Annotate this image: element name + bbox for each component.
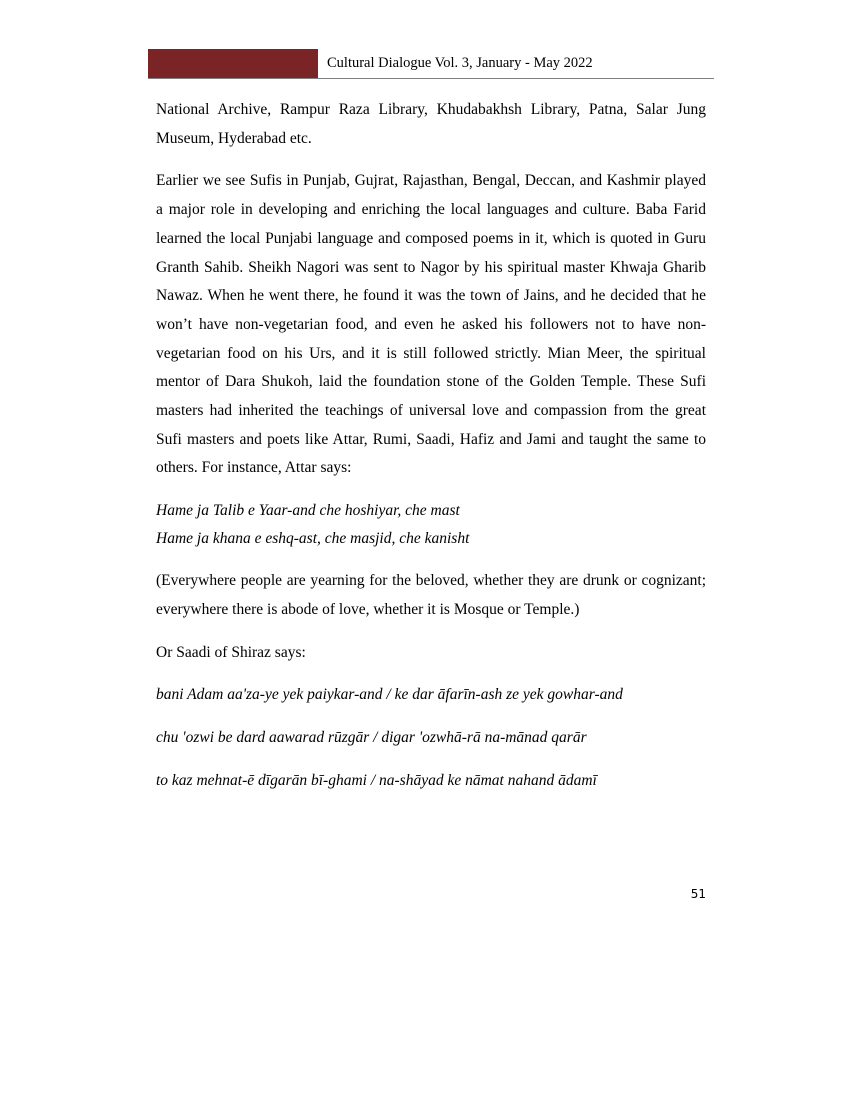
page-body — [156, 96, 706, 795]
paragraph-archives: National Archive, Rampur Raza Library, Khudabakhsh Library, Patna, Salar Jung Museum, Hyderabad etc. — [156, 101, 706, 147]
verse-line: Hame ja Talib e Yaar-and che hoshiyar, che mast — [156, 502, 460, 520]
journal-header: Cultural Dialogue Vol. 3, January - May 2022 — [327, 55, 593, 71]
page-number: 51 — [690, 887, 706, 901]
verse-line: bani Adam aa'za-ye yek paiykar-and / ke dar āfarīn-ash ze yek gowhar-and — [156, 686, 623, 704]
verse-line: Hame ja khana e eshq-ast, che masjid, che kanisht — [156, 530, 470, 548]
verse-line: to kaz mehnat-ē dīgarān bī-ghami / na-shāyad ke nāmat nahand ādamī — [156, 771, 597, 789]
header-accent-bar — [148, 49, 318, 79]
verse-line: chu 'ozwi be dard aawarad rūzgār / digar 'ozwhā-rā na-mānad qarār — [156, 728, 587, 746]
header-divider — [148, 78, 714, 79]
paragraph-sufis: Earlier we see Sufis in Punjab, Gujrat, Rajasthan, Bengal, Deccan, and Kashmir played a major role in developing and enriching the local languages and culture. Baba Farid learned the local Punjabi language and composed poems in it, which is quoted in Guru Granth Sahib. Sheikh Nagori was sent to Nagor by his spiritual master Khwaja Gharib Nawaz. When he went there, he found it was the town of Jains, and he decided that he won’t have non-vegetarian food, and even he asked his followers not to have non-vegetarian food on his Urs, and it is still followed strictly. Mian Meer, the spiritual mentor of Dara Shukoh, laid the foundation stone of the Golden Temple. These Sufi masters had inherited the teachings of universal love and compassion from the great Sufi masters and poets like Attar, Rumi, Saadi, Hafiz and Jami and taught the same to others. For instance, Attar says: — [156, 172, 706, 477]
paragraph-saadi-intro: Or Saadi of Shiraz says: — [156, 643, 306, 661]
saadi-verse — [156, 681, 706, 795]
attar-verse — [156, 497, 706, 553]
paragraph-translation: (Everywhere people are yearning for the beloved, whether they are drunk or cognizant; everywhere there is abode of love, whether it is Mosque or Temple.) — [156, 572, 706, 618]
